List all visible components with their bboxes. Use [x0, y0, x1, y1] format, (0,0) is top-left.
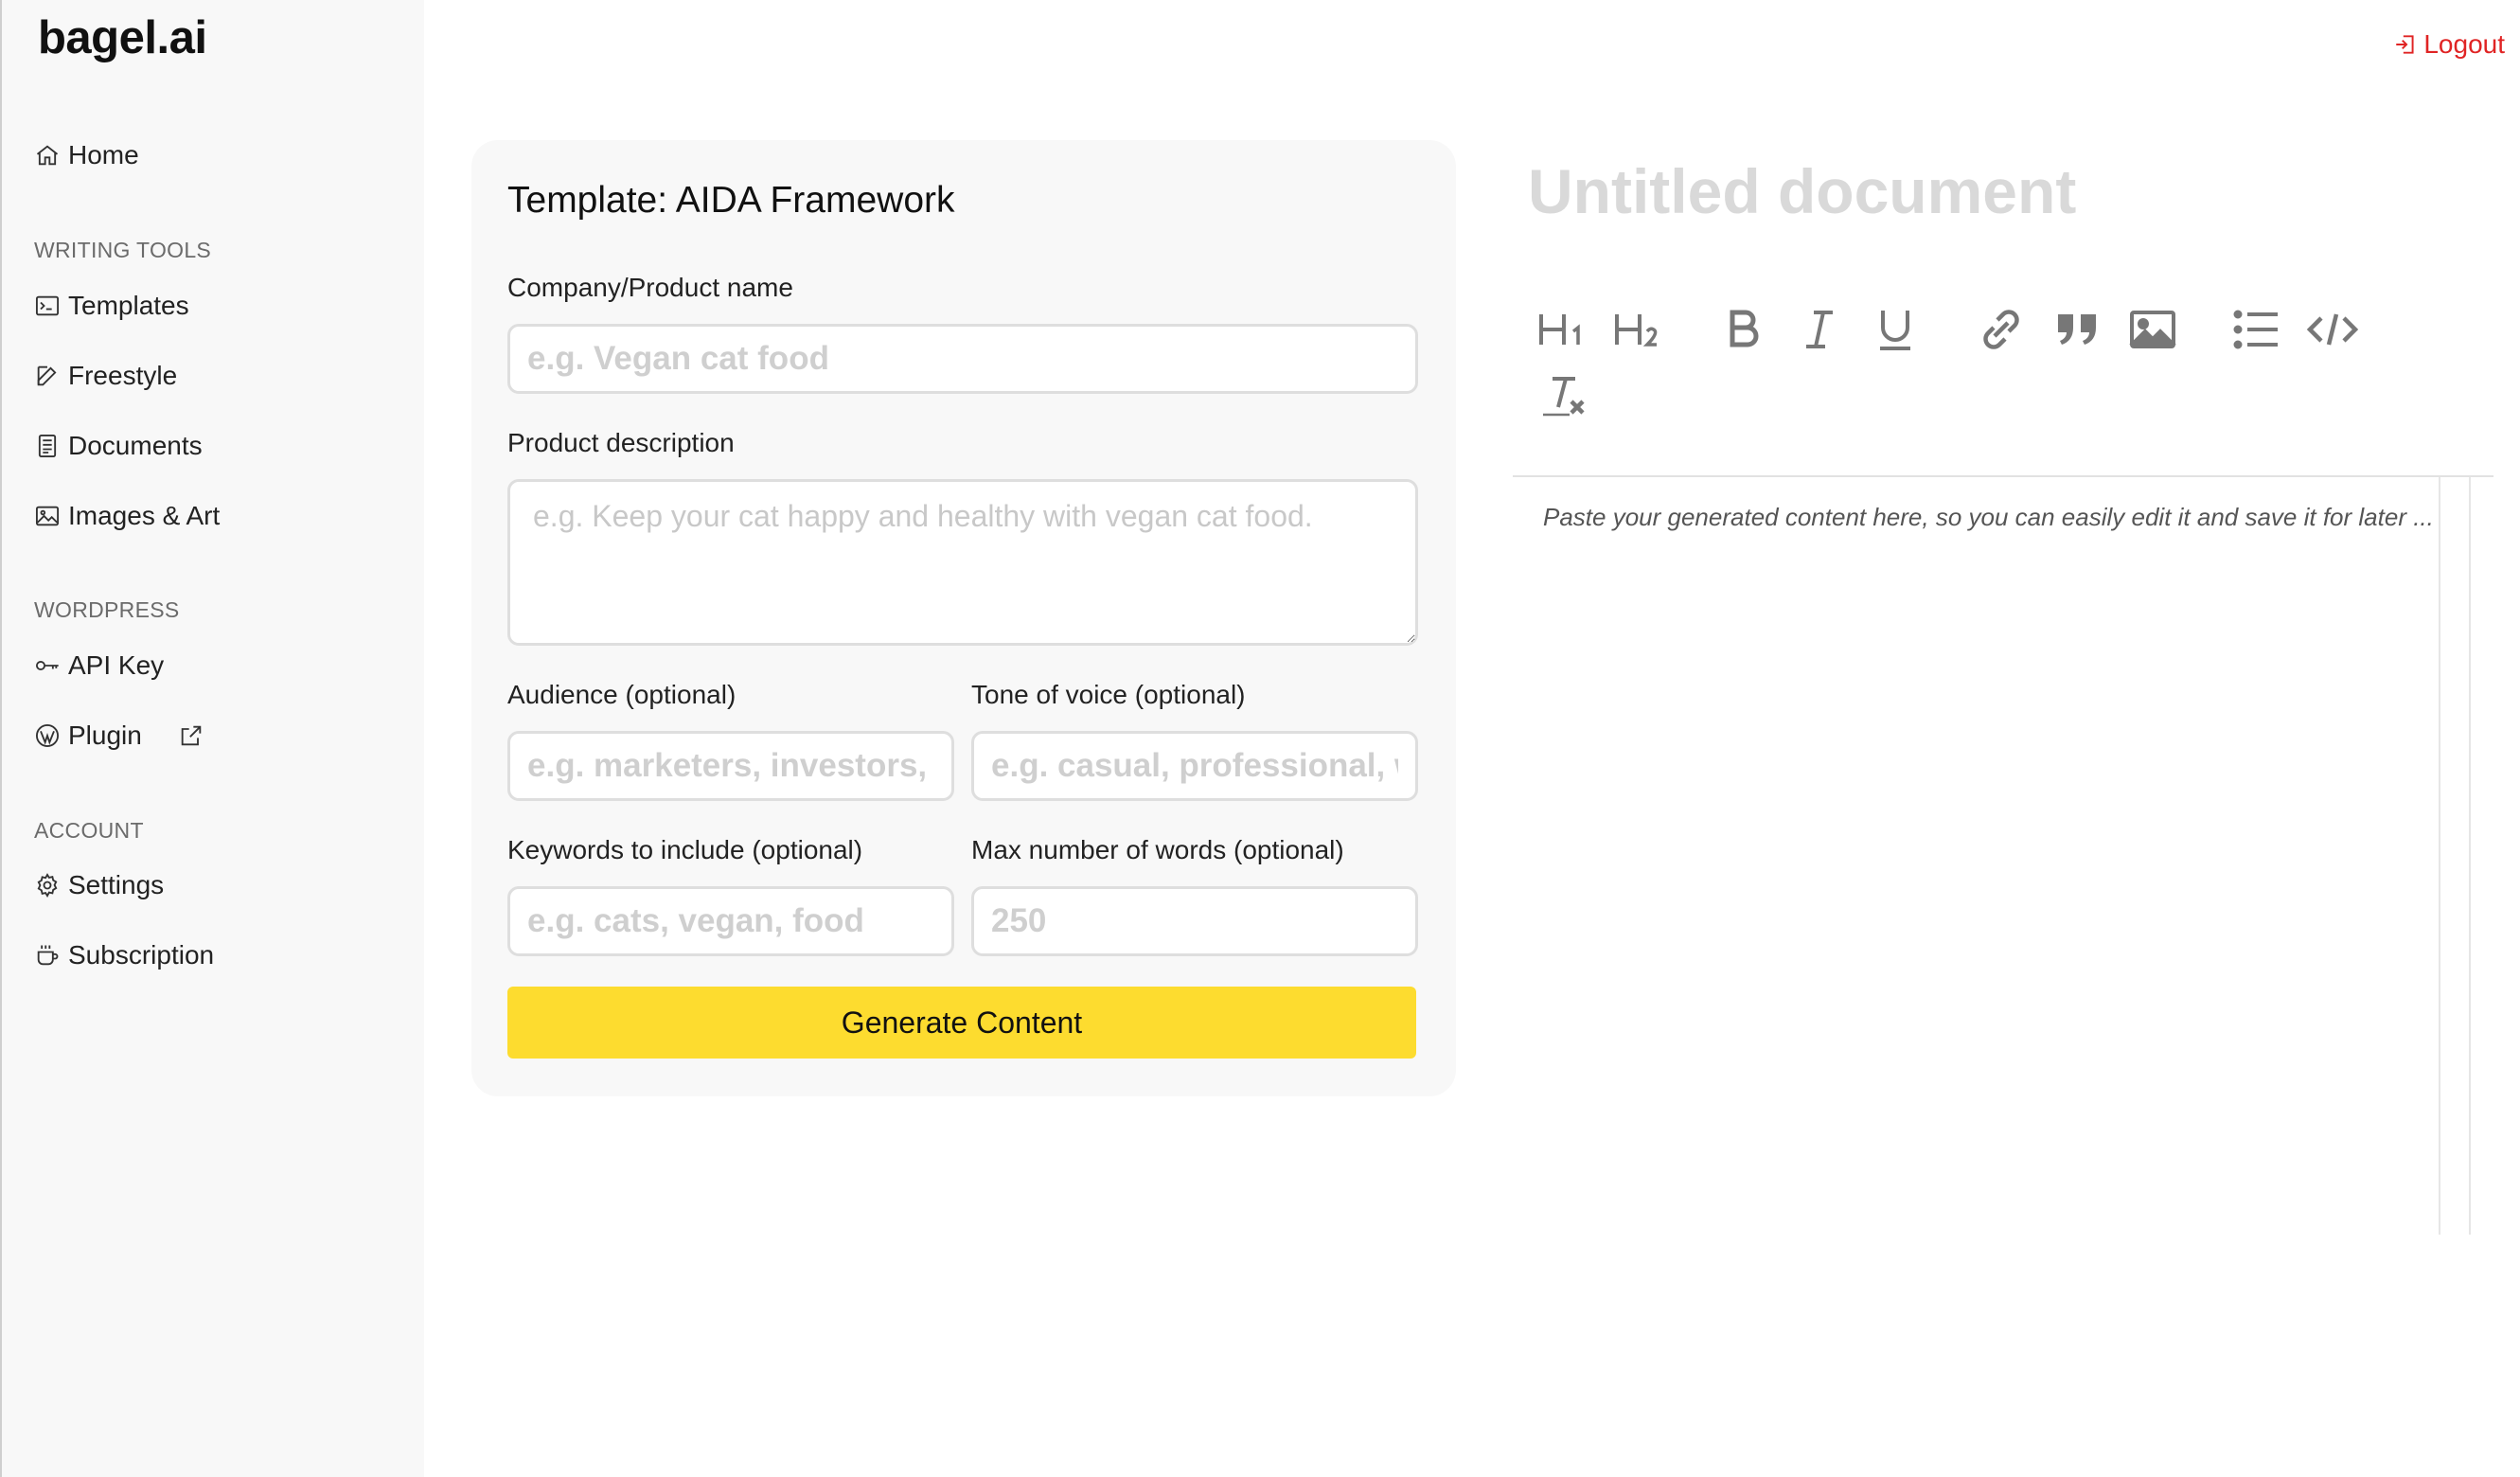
heading1-button[interactable] [1535, 303, 1588, 356]
sidebar-item-templates[interactable] [34, 291, 189, 321]
editor-placeholder: Paste your generated content here, so you can easily edit it and save it for later ... [1543, 503, 2434, 531]
brand-logo[interactable]: bagel.ai [38, 12, 207, 63]
clear-format-button[interactable] [1539, 369, 1592, 422]
keywords-label: Keywords to include (optional) [507, 835, 863, 864]
audience-input[interactable] [507, 731, 954, 801]
template-title: Template: AIDA Framework [507, 180, 955, 221]
document-title-input[interactable]: Untitled document [1528, 156, 2077, 226]
image-button[interactable] [2126, 303, 2179, 356]
edit-icon [34, 363, 61, 389]
link-icon [1975, 303, 2028, 356]
code-icon [2306, 303, 2359, 356]
description-label: Product description [507, 428, 735, 457]
editor-content-area[interactable] [1513, 477, 2439, 1235]
company-label: Company/Product name [507, 273, 793, 302]
bold-icon [1717, 303, 1770, 356]
scrollbar-track-line [2469, 477, 2471, 1235]
logout-icon [2393, 32, 2418, 57]
coffee-cup-icon [34, 942, 61, 969]
underline-button[interactable] [1869, 303, 1922, 356]
company-input[interactable] [507, 324, 1418, 394]
sidebar-item-plugin[interactable] [34, 721, 204, 751]
sidebar-item-label: API Key [68, 650, 165, 680]
italic-button[interactable] [1793, 303, 1846, 356]
sidebar-item-documents[interactable] [34, 431, 203, 461]
heading1-icon [1535, 303, 1588, 356]
template-form-card [471, 140, 1456, 1096]
sidebar-item-label: Home [68, 140, 139, 169]
home-icon [34, 142, 61, 169]
sidebar-item-label: Templates [68, 291, 189, 320]
sidebar-item-settings[interactable] [34, 870, 164, 900]
external-link-icon[interactable] [178, 722, 204, 749]
terminal-icon [34, 293, 61, 319]
wordpress-icon [34, 722, 61, 749]
sidebar-item-label: Images & Art [68, 501, 221, 530]
tone-input[interactable] [971, 731, 1418, 801]
sidebar-item-label: Plugin [68, 721, 142, 750]
editor-scrollbar[interactable] [2439, 477, 2493, 1235]
bullet-list-icon [2230, 303, 2283, 356]
sidebar-item-api-key[interactable] [34, 650, 164, 681]
description-textarea[interactable] [507, 479, 1418, 646]
generate-content-button[interactable]: Generate Content [507, 987, 1416, 1059]
sidebar-item-home[interactable] [34, 140, 139, 170]
bullet-list-button[interactable] [2230, 303, 2283, 356]
image-icon [34, 503, 61, 529]
max-words-label: Max number of words (optional) [971, 835, 1344, 864]
heading2-button[interactable] [1611, 303, 1664, 356]
heading2-icon [1611, 303, 1664, 356]
link-button[interactable] [1975, 303, 2028, 356]
tone-label: Tone of voice (optional) [971, 680, 1246, 709]
sidebar-item-label: Documents [68, 431, 203, 460]
quote-icon [2050, 303, 2103, 356]
logout-button[interactable] [2393, 29, 2505, 60]
section-writing-tools: WRITING TOOLS [34, 238, 212, 262]
sidebar-item-label: Settings [68, 870, 165, 899]
sidebar-item-freestyle[interactable] [34, 361, 177, 391]
italic-icon [1793, 303, 1846, 356]
sidebar-item-images-art[interactable] [34, 501, 220, 531]
blockquote-button[interactable] [2050, 303, 2103, 356]
sidebar-item-label: Subscription [68, 940, 215, 970]
section-account: ACCOUNT [34, 818, 144, 843]
underline-icon [1869, 303, 1922, 356]
clear-format-icon [1539, 369, 1592, 422]
key-icon [34, 652, 61, 679]
section-wordpress: WORDPRESS [34, 597, 180, 622]
image-icon [2126, 303, 2179, 356]
logout-label: Logout [2423, 29, 2505, 59]
document-icon [34, 433, 61, 459]
sidebar-item-label: Freestyle [68, 361, 178, 390]
bold-button[interactable] [1717, 303, 1770, 356]
gear-icon [34, 872, 61, 899]
sidebar-item-subscription[interactable] [34, 940, 214, 970]
sidebar [0, 0, 424, 1477]
max-words-input[interactable] [971, 886, 1418, 956]
keywords-input[interactable] [507, 886, 954, 956]
code-button[interactable] [2306, 303, 2359, 356]
audience-label: Audience (optional) [507, 680, 736, 709]
